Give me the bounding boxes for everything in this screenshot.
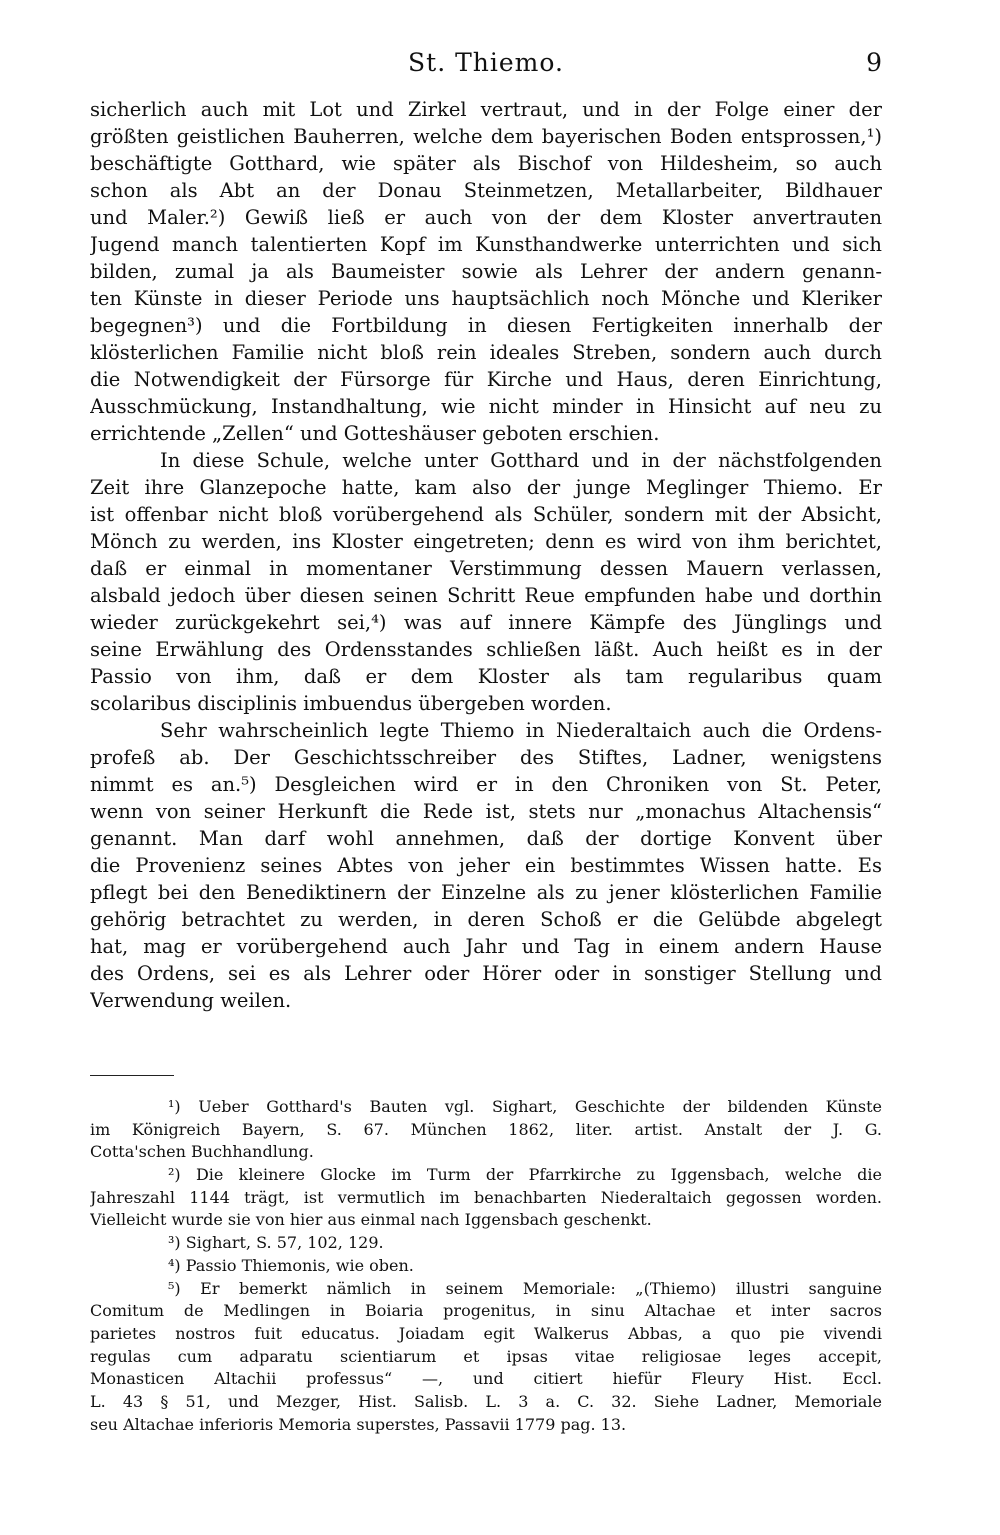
text-line: sicherlich auch mit Lot und Zirkel vertraut, und in der Folge einer der bbox=[90, 98, 882, 121]
text-line: und Maler.²) Gewiß ließ er auch von der dem Kloster anvertrauten bbox=[90, 206, 882, 229]
text-line: scolaribus disciplinis imbuendus übergeben worden. bbox=[90, 692, 612, 715]
footnote-line: ⁵) Er bemerkt nämlich in seinem Memoriale: „(Thiemo) illustri sanguine bbox=[168, 1278, 882, 1298]
footnote-line: Jahreszahl 1144 trägt, ist vermutlich im benachbarten Niederaltaich gegossen worden. bbox=[90, 1187, 882, 1207]
main-text bbox=[90, 96, 882, 1014]
footnote-line: seu Altachae inferioris Memoria superstes, Passavii 1779 pag. 13. bbox=[90, 1414, 627, 1434]
text-line: Verwendung weilen. bbox=[90, 989, 292, 1012]
footnote-line: ¹) Ueber Gotthard's Bauten vgl. Sighart, Geschichte der bildenden Künste bbox=[168, 1097, 882, 1116]
text-line: hat, mag er vorübergehend auch Jahr und Tag in einem andern Hause bbox=[90, 935, 882, 958]
text-line: Ausschmückung, Instandhaltung, wie nicht minder in Hinsicht auf neu zu bbox=[90, 395, 882, 418]
text-line: daß er einmal in momentaner Verstimmung dessen Mauern verlassen, bbox=[90, 557, 882, 580]
text-line: ist offenbar nicht bloß vorübergehend als Schüler, sondern mit der Absicht, bbox=[90, 503, 882, 526]
text-line: pflegt bei den Benediktinern der Einzelne als zu jener klösterlichen Familie bbox=[90, 881, 882, 904]
footnote-line: Vielleicht wurde sie von hier aus einmal nach Iggensbach geschenkt. bbox=[90, 1210, 652, 1230]
text-line: größten geistlichen Bauherren, welche dem bayerischen Boden entsprossen,¹) bbox=[90, 125, 882, 148]
text-line: beschäftigte Gotthard, wie später als Bischof von Hildesheim, so auch bbox=[90, 152, 882, 175]
text-line: profeß ab. Der Geschichtsschreiber des Stiftes, Ladner, wenigstens bbox=[90, 746, 882, 769]
page-number: 9 bbox=[866, 48, 882, 77]
text-line: Jugend manch talentierten Kopf im Kunsthandwerke unterrichten und sich bbox=[90, 233, 882, 256]
footnote-line: im Königreich Bayern, S. 67. München 1862, liter. artist. Anstalt der J. G. bbox=[90, 1119, 882, 1139]
footnote-line: ²) Die kleinere Glocke im Turm der Pfarrkirche zu Iggensbach, welche die bbox=[168, 1165, 882, 1185]
text-line: wieder zurückgekehrt sei,⁴) was auf innere Kämpfe des Jünglings und bbox=[90, 611, 882, 634]
paragraph-first-line: In diese Schule, welche unter Gotthard und in der nächstfolgenden bbox=[160, 449, 882, 472]
text-line: klösterlichen Familie nicht bloß rein ideales Streben, sondern auch durch bbox=[90, 341, 882, 364]
text-line: die Notwendigkeit der Fürsorge für Kirche und Haus, deren Einrichtung, bbox=[90, 368, 882, 391]
text-line: wenn von seiner Herkunft die Rede ist, stets nur „monachus Altachensis“ bbox=[90, 800, 882, 823]
text-line: errichtende „Zellen“ und Gotteshäuser geboten erschien. bbox=[90, 422, 660, 445]
text-line: begegnen³) und die Fortbildung in diesen Fertigkeiten innerhalb der bbox=[90, 314, 882, 337]
footnote-line: Comitum de Medlingen in Boiaria progenitus, in sinu Altachae et inter sacros bbox=[90, 1301, 882, 1321]
footnote-divider bbox=[90, 1075, 174, 1076]
footnote-line: L. 43 § 51, und Mezger, Hist. Salisb. L. 3 a. C. 32. Siehe Ladner, Memoriale bbox=[90, 1391, 882, 1411]
text-line: schon als Abt an der Donau Steinmetzen, Metallarbeiter, Bildhauer bbox=[90, 179, 882, 202]
footnote-line: parietes nostros fuit educatus. Joiadam egit Walkerus Abbas, a quo pie vivendi bbox=[90, 1323, 882, 1343]
footnote-line: ⁴) Passio Thiemonis, wie oben. bbox=[168, 1255, 414, 1275]
text-line: genannt. Man darf wohl annehmen, daß der dortige Konvent über bbox=[90, 827, 882, 850]
text-line: seine Erwählung des Ordensstandes schließen läßt. Auch heißt es in der bbox=[90, 638, 882, 661]
text-line: Passio von ihm, daß er dem Kloster als tam regularibus quam bbox=[90, 665, 882, 688]
text-line: die Provenienz seines Abtes von jeher ein bestimmtes Wissen hatte. Es bbox=[90, 854, 882, 877]
footnotes bbox=[90, 1096, 882, 1436]
text-line: Zeit ihre Glanzepoche hatte, kam also der junge Meglinger Thiemo. Er bbox=[90, 476, 882, 499]
footnote-line: ³) Sighart, S. 57, 102, 129. bbox=[168, 1233, 384, 1253]
page-header bbox=[90, 48, 882, 88]
footnote-line: regulas cum adparatu scientiarum et ipsas vitae religiosae leges accepit, bbox=[90, 1346, 882, 1366]
running-head: St. Thiemo. bbox=[408, 48, 564, 77]
text-line: alsbald jedoch über diesen seinen Schritt Reue empfunden habe und dorthin bbox=[90, 584, 882, 607]
text-line: Mönch zu werden, ins Kloster eingetreten; denn es wird von ihm berichtet, bbox=[90, 530, 882, 553]
text-line: des Ordens, sei es als Lehrer oder Hörer oder in sonstiger Stellung und bbox=[90, 962, 882, 985]
footnote-line: Monasticen Altachii professus“ —, und citiert hiefür Fleury Hist. Eccl. bbox=[90, 1369, 882, 1389]
footnote-line: Cotta'schen Buchhandlung. bbox=[90, 1142, 314, 1162]
paragraph-first-line: Sehr wahrscheinlich legte Thiemo in Niederaltaich auch die Ordens- bbox=[160, 719, 882, 742]
text-line: gehörig betrachtet zu werden, in deren Schoß er die Gelübde abgelegt bbox=[90, 908, 882, 931]
text-line: ten Künste in dieser Periode uns hauptsächlich noch Mönche und Kleriker bbox=[90, 287, 882, 310]
text-line: bilden, zumal ja als Baumeister sowie als Lehrer der andern genann- bbox=[90, 260, 882, 283]
text-line: nimmt es an.⁵) Desgleichen wird er in den Chroniken von St. Peter, bbox=[90, 773, 882, 796]
